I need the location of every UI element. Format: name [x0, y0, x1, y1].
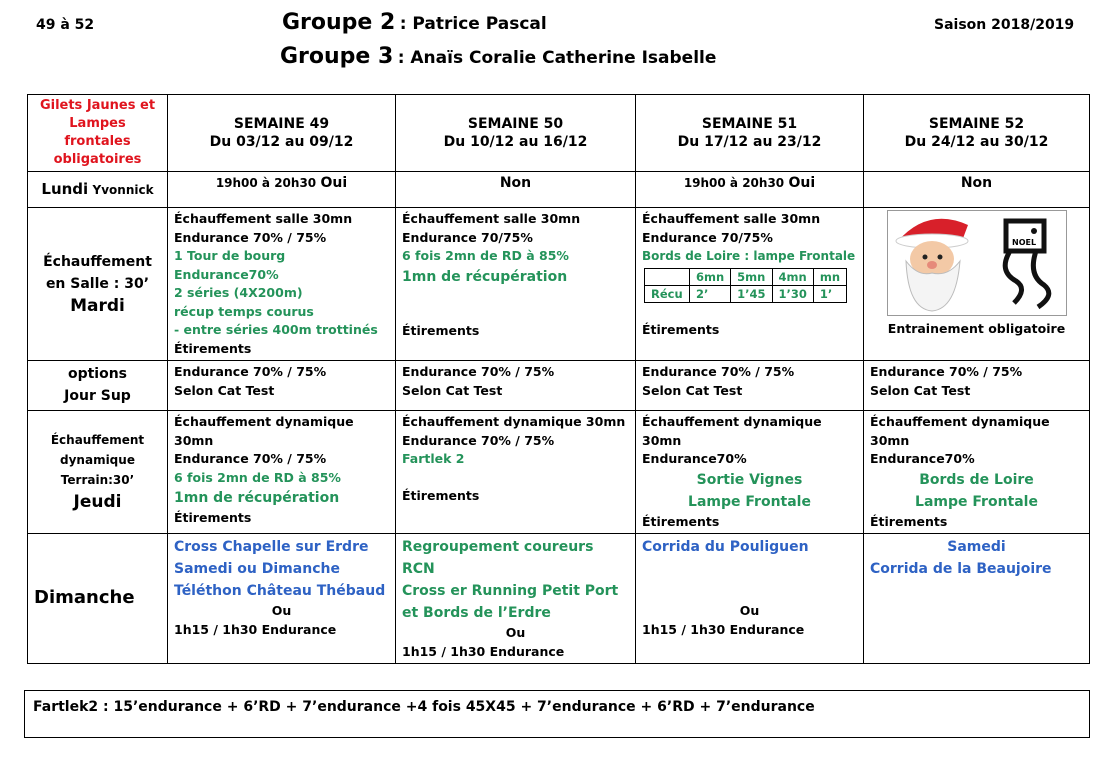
week-header-52 [864, 95, 1090, 172]
text-line: Échauffement dynamique 30mn [174, 414, 354, 448]
jeudi-w52 [864, 411, 1090, 534]
lundi-time: 19h00 à 20h30 [683, 176, 785, 190]
mardi-w50 [396, 208, 636, 361]
workout-line: Lampe Frontale [915, 493, 1038, 510]
recovery-cell: 1’30 [772, 285, 813, 302]
event-line: Samedi ou Dimanche [174, 561, 340, 577]
lundi-row [28, 172, 1090, 208]
dimanche-label-cell [28, 534, 168, 664]
text-line: Échauffement dynamique 30mn [870, 414, 1050, 448]
text-line: Endurance 70% / 75% [402, 432, 555, 448]
stretching-line: Étirements [402, 322, 480, 338]
lundi-no: Non [960, 175, 993, 191]
text-line: Endurance 70% / 75% [174, 364, 327, 379]
stretching-line: Étirements [174, 510, 252, 525]
group2-label: Groupe 2 [282, 10, 396, 35]
recovery-cell: 6mn [690, 268, 731, 285]
endurance-line: 1h15 / 1h30 Endurance [642, 621, 805, 637]
text-line: Selon Cat Test [402, 382, 503, 398]
recovery-cell: Récu [645, 285, 690, 302]
event-line: Corrida du Pouliguen [642, 539, 809, 555]
noel-sign: NOEL [1011, 238, 1036, 247]
recovery-cell: mn [813, 268, 846, 285]
options-w51 [636, 361, 864, 411]
options-w52 [864, 361, 1090, 411]
options-w49 [168, 361, 396, 411]
lundi-no: Non [499, 175, 532, 191]
recovery-table-row [645, 285, 847, 302]
event-line: et Bords de l’Erdre [402, 605, 551, 621]
workout-line: 6 fois 2mn de RD à 85% [174, 469, 341, 485]
or-line: Ou [739, 603, 760, 618]
lundi-w51 [636, 172, 864, 208]
recovery-cell: 1’ [813, 285, 846, 302]
recovery-table-head [645, 268, 847, 285]
group3-names: : Anaïs Coralie Catherine Isabelle [397, 48, 717, 68]
dimanche-w50 [396, 534, 636, 664]
jeudi-w51 [636, 411, 864, 534]
recovery-cell: 2’ [690, 285, 731, 302]
event-line: Téléthon Château Thébaud [174, 583, 386, 599]
event-line: Corrida de la Beaujoire [870, 561, 1052, 577]
season: Saison 2018/2019 [934, 17, 1075, 33]
santa-illustration [887, 210, 1067, 316]
lundi-yes: Oui [788, 175, 816, 191]
workout-line: - entre séries 400m trottinés [174, 322, 378, 337]
mardi-label-cell [28, 208, 168, 361]
text-line: Endurance 70% / 75% [174, 451, 327, 466]
week-dates: Du 17/12 au 23/12 [677, 134, 822, 150]
stretching-line: Étirements [870, 513, 948, 529]
week-dates: Du 03/12 au 09/12 [209, 134, 354, 150]
group3-line [280, 44, 716, 69]
endurance-line: 1h15 / 1h30 Endurance [174, 621, 337, 637]
workout-line: récup temps courus [174, 303, 314, 319]
lundi-w52 [864, 172, 1090, 208]
or-line: Ou [271, 603, 292, 618]
week-header-49 [168, 95, 396, 172]
event-line: Cross Chapelle sur Erdre [174, 539, 369, 555]
lundi-yes: Oui [320, 175, 348, 191]
text-line: Échauffement salle 30mn [174, 211, 353, 226]
image-caption: Entrainement obligatoire [887, 321, 1066, 336]
jeudi-row [28, 411, 1090, 534]
week-header-50 [396, 95, 636, 172]
text-line: Échauffement salle 30mn [402, 211, 581, 226]
jeudi-label-line3: Terrain:30’ [60, 473, 135, 487]
text-line: Selon Cat Test [174, 382, 275, 398]
text-line: Selon Cat Test [642, 382, 743, 398]
lundi-coach: Yvonnick [92, 182, 154, 197]
stretching-line: Étirements [642, 321, 720, 337]
jeudi-label-cell [28, 411, 168, 534]
workout-line: Bords de Loire [919, 471, 1034, 488]
jeudi-label-line2: dynamique [60, 453, 135, 467]
recovery-cell: 5mn [731, 268, 772, 285]
group2-line [282, 10, 547, 35]
week-header-row [28, 95, 1090, 172]
options-w50 [396, 361, 636, 411]
mardi-w51 [636, 208, 864, 361]
mardi-label-line2: en Salle : 30’ [45, 276, 150, 292]
lundi-label: Lundi [41, 179, 89, 198]
workout-line: 1mn de récupération [174, 490, 340, 506]
recovery-cell: 4mn [772, 268, 813, 285]
recovery-cell: 1’45 [731, 285, 772, 302]
text-line: Endurance70% [870, 451, 975, 466]
or-line: Ou [505, 625, 526, 640]
dimanche-w49 [168, 534, 396, 664]
text-line: Endurance 70% / 75% [642, 364, 795, 379]
jeudi-label-day: Jeudi [73, 492, 122, 512]
text-line: Échauffement dynamique 30mn [402, 414, 626, 429]
corner-note: Gilets Jaunes et Lampes frontales obligatoires [28, 95, 168, 172]
event-line: Regroupement coureurs RCN [402, 539, 594, 577]
week-title: SEMAINE 51 [701, 115, 798, 132]
options-label-line1: options [67, 366, 128, 382]
week-title: SEMAINE 49 [233, 115, 330, 132]
options-label-cell [28, 361, 168, 411]
week-header-51 [636, 95, 864, 172]
text-line: Échauffement salle 30mn [642, 211, 821, 226]
text-line: Endurance 70% / 75% [174, 229, 327, 245]
event-line: Samedi [947, 539, 1006, 555]
lundi-time: 19h00 à 20h30 [215, 176, 317, 190]
week-title: SEMAINE 50 [467, 115, 564, 132]
training-schedule-table [27, 94, 1090, 664]
recovery-cell [645, 268, 690, 285]
text-line: Endurance 70% / 75% [870, 364, 1023, 379]
week-dates: Du 24/12 au 30/12 [904, 134, 1049, 150]
endurance-line: 1h15 / 1h30 Endurance [402, 643, 565, 659]
stretching-line: Étirements [402, 487, 480, 503]
text-line: Endurance 70/75% [402, 229, 533, 245]
mardi-w52 [864, 208, 1090, 361]
workout-line: Lampe Frontale [688, 493, 811, 510]
group2-names: : Patrice Pascal [399, 14, 547, 34]
text-line: Endurance70% [642, 451, 747, 466]
dimanche-label: Dimanche [34, 586, 135, 608]
recovery-table [644, 268, 847, 303]
mardi-w49 [168, 208, 396, 361]
text-line: Échauffement dynamique 30mn [642, 414, 822, 448]
week-dates: Du 10/12 au 16/12 [443, 134, 588, 150]
jeudi-label-line1: Échauffement [50, 433, 145, 447]
lundi-label-cell [28, 172, 168, 208]
mardi-row [28, 208, 1090, 361]
stretching-line: Étirements [642, 513, 720, 529]
workout-line: 1 Tour de bourg Endurance70% [174, 248, 286, 282]
lundi-w49 [168, 172, 396, 208]
text-line: Endurance 70/75% [642, 229, 773, 245]
lundi-w50 [396, 172, 636, 208]
week-title: SEMAINE 52 [928, 115, 1025, 132]
weeks-range: 49 à 52 [36, 17, 95, 33]
workout-line: Fartlek 2 [402, 451, 465, 466]
group3-label: Groupe 3 [280, 44, 394, 69]
fartlek-note: Fartlek2 : 15’endurance + 6’RD + 7’endurance +4 fois 45X45 + 7’endurance + 6’RD + 7’endurance [24, 690, 1090, 738]
workout-line: 1mn de récupération [402, 268, 568, 285]
workout-line: Sortie Vignes [696, 471, 803, 488]
text-line: Endurance 70% / 75% [402, 364, 555, 379]
options-row [28, 361, 1090, 411]
jeudi-w49 [168, 411, 396, 534]
workout-line: 6 fois 2mn de RD à 85% [402, 248, 569, 263]
options-label-line2: Jour Sup [64, 388, 131, 404]
jeudi-w50 [396, 411, 636, 534]
stretching-line: Étirements [174, 340, 252, 356]
mardi-label-line1: Échauffement [43, 254, 152, 270]
workout-line: 2 séries (4X200m) [174, 285, 303, 300]
dimanche-row [28, 534, 1090, 664]
event-line: Cross er Running Petit Port [402, 583, 619, 599]
workout-line: Bords de Loire : lampe Frontale [642, 249, 856, 263]
santa-icon [888, 211, 1066, 315]
mardi-label-day: Mardi [70, 296, 125, 316]
dimanche-w51 [636, 534, 864, 664]
dimanche-w52 [864, 534, 1090, 664]
text-line: Selon Cat Test [870, 382, 971, 398]
